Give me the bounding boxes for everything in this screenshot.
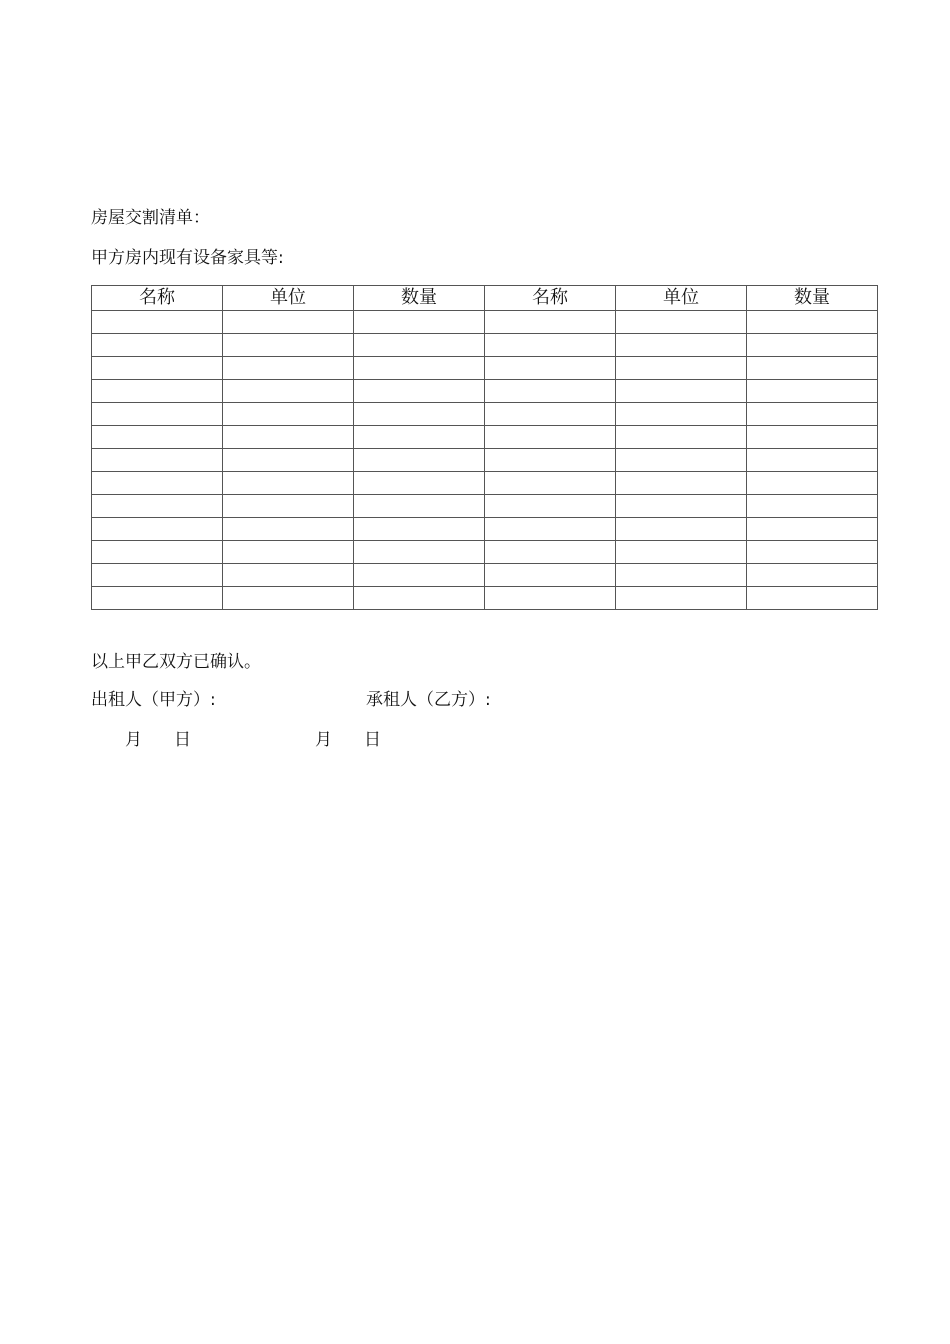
table-cell — [616, 541, 747, 564]
table-row — [92, 403, 878, 426]
table-cell — [616, 403, 747, 426]
table-cell — [616, 311, 747, 334]
table-cell — [616, 495, 747, 518]
table-row — [92, 518, 878, 541]
table-cell — [92, 449, 223, 472]
header-unit-2: 单位 — [616, 286, 747, 311]
header-quantity-1: 数量 — [354, 286, 485, 311]
table-cell — [747, 403, 878, 426]
table-cell — [485, 541, 616, 564]
table-cell — [747, 380, 878, 403]
table-cell — [354, 472, 485, 495]
table-cell — [485, 587, 616, 610]
table-cell — [485, 311, 616, 334]
header-name-2: 名称 — [485, 286, 616, 311]
table-cell — [223, 587, 354, 610]
table-cell — [354, 518, 485, 541]
table-row — [92, 541, 878, 564]
table-cell — [747, 518, 878, 541]
table-cell — [485, 426, 616, 449]
table-cell — [747, 472, 878, 495]
table-cell — [616, 449, 747, 472]
header-name-1: 名称 — [92, 286, 223, 311]
table-cell — [485, 334, 616, 357]
lessor-label: 出租人（甲方）: — [91, 690, 216, 710]
table-cell — [223, 380, 354, 403]
table-row — [92, 449, 878, 472]
table-cell — [616, 587, 747, 610]
table-cell — [92, 403, 223, 426]
table-cell — [747, 334, 878, 357]
table-cell — [92, 357, 223, 380]
table-row — [92, 495, 878, 518]
confirmation-text: 以上甲乙双方已确认。 — [91, 652, 261, 672]
table-cell — [354, 495, 485, 518]
table-cell — [616, 380, 747, 403]
table-cell — [485, 380, 616, 403]
table-cell — [747, 426, 878, 449]
table-cell — [92, 472, 223, 495]
table-cell — [616, 357, 747, 380]
table-cell — [747, 495, 878, 518]
table-cell — [485, 495, 616, 518]
table-cell — [354, 587, 485, 610]
table-cell — [223, 449, 354, 472]
table-row — [92, 587, 878, 610]
table-cell — [223, 334, 354, 357]
table-cell — [747, 564, 878, 587]
table-cell — [223, 472, 354, 495]
table-cell — [616, 426, 747, 449]
lessee-date-month: 月 — [315, 730, 332, 750]
table-cell — [354, 426, 485, 449]
table-cell — [354, 564, 485, 587]
table-cell — [92, 311, 223, 334]
table-cell — [616, 564, 747, 587]
table-cell — [92, 541, 223, 564]
table-cell — [747, 587, 878, 610]
table-cell — [92, 564, 223, 587]
table-cell — [223, 426, 354, 449]
table-cell — [223, 357, 354, 380]
table-cell — [485, 518, 616, 541]
table-row — [92, 426, 878, 449]
table-body — [92, 311, 878, 610]
table-cell — [485, 449, 616, 472]
table-cell — [354, 541, 485, 564]
table-cell — [485, 403, 616, 426]
table-cell — [92, 334, 223, 357]
table-cell — [747, 311, 878, 334]
table-cell — [92, 518, 223, 541]
table-cell — [616, 334, 747, 357]
table-cell — [92, 495, 223, 518]
table-cell — [485, 357, 616, 380]
table-cell — [485, 564, 616, 587]
header-unit-1: 单位 — [223, 286, 354, 311]
lessor-date-day: 日 — [174, 730, 191, 750]
table-cell — [92, 426, 223, 449]
lessee-date-day: 日 — [364, 730, 381, 750]
table-row — [92, 357, 878, 380]
table-cell — [616, 472, 747, 495]
table-cell — [223, 495, 354, 518]
document-title: 房屋交割清单： — [91, 208, 210, 228]
inventory-table — [91, 285, 878, 610]
table-row — [92, 311, 878, 334]
table-cell — [747, 357, 878, 380]
table-cell — [223, 518, 354, 541]
table-cell — [223, 311, 354, 334]
table-cell — [92, 587, 223, 610]
table-cell — [354, 449, 485, 472]
table-cell — [354, 357, 485, 380]
table-cell — [747, 449, 878, 472]
table-cell — [354, 380, 485, 403]
table-cell — [354, 311, 485, 334]
table-row — [92, 472, 878, 495]
table-cell — [92, 380, 223, 403]
table-row — [92, 334, 878, 357]
table-cell — [354, 334, 485, 357]
table-cell — [747, 541, 878, 564]
header-quantity-2: 数量 — [747, 286, 878, 311]
table-cell — [354, 403, 485, 426]
table-cell — [616, 518, 747, 541]
table-cell — [223, 403, 354, 426]
table-row — [92, 380, 878, 403]
lessee-label: 承租人（乙方）: — [366, 690, 491, 710]
table-cell — [223, 541, 354, 564]
inventory-subtitle: 甲方房内现有设备家具等: — [91, 248, 284, 268]
table-cell — [223, 564, 354, 587]
table-cell — [485, 472, 616, 495]
table-row — [92, 564, 878, 587]
lessor-date-month: 月 — [125, 730, 142, 750]
table-header-row — [92, 286, 878, 311]
